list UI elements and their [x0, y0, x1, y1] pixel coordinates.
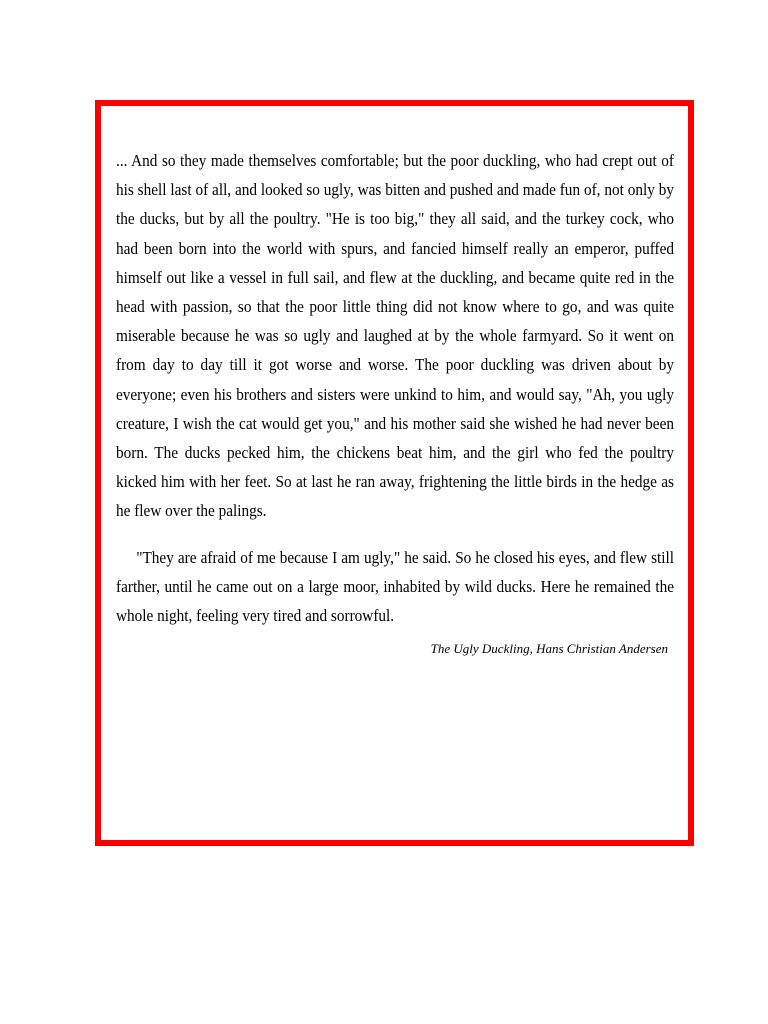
quote-paragraph-1: ... And so they made themselves comfortable; but the poor duckling, who had crept out of his shell last of all, and looked so ugly, was bitten and pushed and made fun of, not only by the ducks, but by all the poultry. "He is too big," they all said, and the turkey cock, who had been born into the world with spurs, and fancied himself really an emperor, puffed himself out like a vessel in full sail, and flew at the duckling, and became quite red in the head with passion, so that the poor little thing did not know where to go, and was quite miserable because he was so ugly and laughed at by the whole farmyard. So it went on from day to day till it got worse and worse. The poor duckling was driven about by everyone; even his brothers and sisters were unkind to him, and would say, "Ah, you ugly creature, I wish the cat would get you," and his mother said she wished he had never been born. The ducks pecked him, the chickens beat him, and the girl who fed the poultry kicked him with her feet. So at last he ran away, frightening the little birds in the hedge as he flew over the palings. [116, 151, 675, 521]
quote-frame [95, 100, 694, 846]
quote-paragraph-2: "They are afraid of me because I am ugly," he said. So he closed his eyes, and flew still farther, until he came out on a large moor, inhabited by wild ducks. Here he remained the whole night, feeling very tired and sorrowful. [116, 547, 675, 626]
citation: The Ugly Duckling, Hans Christian Andersen [430, 641, 668, 657]
quote-content [116, 146, 674, 657]
